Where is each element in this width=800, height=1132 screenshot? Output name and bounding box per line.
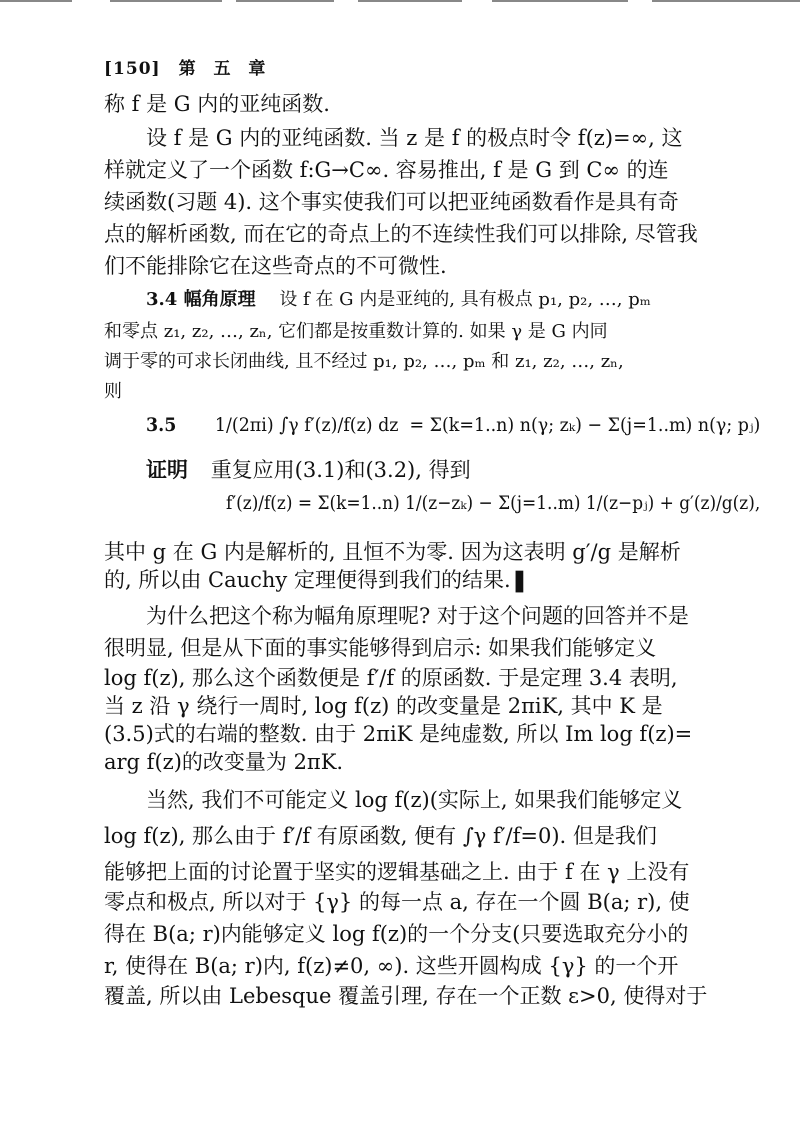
theorem-label: 3.4 幅角原理 — [146, 289, 256, 310]
theorem-line: 和零点 z₁, z₂, …, zₙ, 它们都是按重数计算的. 如果 γ 是 G 内同 — [104, 321, 608, 342]
proof-label: 证明 — [146, 457, 188, 482]
scan-edge-line — [236, 0, 334, 2]
scan-edge-line — [492, 0, 628, 2]
proof-formula: f′(z)/f(z) = Σ(k=1..n) 1/(z−zₖ) − Σ(j=1..m) 1/(z−pⱼ) + g′(z)/g(z), — [226, 492, 761, 514]
text-line: 当然, 我们不可能定义 log f(z)(实际上, 如果我们能够定义 — [146, 788, 683, 812]
text-line: log f(z), 那么这个函数便是 f′/f 的原函数. 于是定理 3.4 表明, — [104, 666, 678, 690]
scan-edge-line — [358, 0, 462, 2]
text-line: 得在 B(a; r)内能够定义 log f(z)的一个分支(只要选取充分小的 — [104, 922, 689, 946]
text-line: arg f(z)的改变量为 2πK. — [104, 750, 344, 774]
proof-end-text: 的, 所以由 Cauchy 定理便得到我们的结果. — [104, 568, 511, 592]
text-line: 们不能排除它在这些奇点的不可微性. — [104, 254, 447, 278]
text-line: log f(z), 那么由于 f′/f 有原函数, 便有 ∫γ f′/f=0). 但是我们 — [104, 824, 657, 848]
text-line: 称 f 是 G 内的亚纯函数. — [104, 92, 330, 116]
text-line: 当 z 沿 γ 绕行一周时, log f(z) 的改变量是 2πiK, 其中 K 是 — [104, 694, 663, 718]
text-line: 点的解析函数, 而在它的奇点上的不连续性我们可以排除, 尽管我 — [104, 222, 698, 246]
scan-edge-line — [110, 0, 222, 2]
text-line: 很明显, 但是从下面的事实能够得到启示: 如果我们能够定义 — [104, 636, 657, 660]
text-line: 零点和极点, 所以对于 {γ} 的每一点 a, 存在一个圆 B(a; r), 使 — [104, 890, 690, 914]
page-number: [150] — [104, 59, 161, 79]
text-line — [104, 566, 528, 594]
theorem-text: 设 f 在 G 内是亚纯的, 具有极点 p₁, p₂, …, pₘ — [279, 289, 651, 310]
page-header — [104, 54, 271, 79]
text-line: 续函数(习题 4). 这个事实使我们可以把亚纯函数看作是具有奇 — [104, 190, 679, 214]
text-line: r, 使得在 B(a; r)内, f(z)≠0, ∞). 这些开圆构成 {γ} 的一个开 — [104, 954, 679, 978]
equation-lhs: 1/(2πi) ∫γ f′(z)/f(z) dz — [214, 414, 399, 436]
text-line: 覆盖, 所以由 Lebesque 覆盖引理, 存在一个正数 ε>0, 使得对于 — [104, 984, 708, 1008]
chapter-title: 第 五 章 — [178, 59, 272, 79]
proof-text: 重复应用(3.1)和(3.2), 得到 — [210, 458, 471, 482]
scan-edge-line — [652, 0, 800, 2]
proof-line — [146, 456, 471, 484]
theorem-line: 则 — [104, 381, 122, 402]
equation-label: 3.5 — [146, 414, 177, 436]
text-line: 为什么把这个称为幅角原理呢? 对于这个问题的回答并不是 — [146, 604, 689, 628]
text-line: 能够把上面的讨论置于坚实的逻辑基础之上. 由于 f 在 γ 上没有 — [104, 860, 690, 884]
text-line: 其中 g 在 G 内是解析的, 且恒不为零. 因为这表明 g′/g 是解析 — [104, 540, 681, 564]
text-line: 设 f 是 G 内的亚纯函数. 当 z 是 f 的极点时令 f(z)=∞, 这 — [146, 126, 683, 150]
equation-rhs: = Σ(k=1..n) n(γ; zₖ) − Σ(j=1..m) n(γ; pⱼ) — [409, 414, 761, 436]
text-line: 样就定义了一个函数 f:G→C∞. 容易推出, f 是 G 到 C∞ 的连 — [104, 158, 669, 182]
text-line: (3.5)式的右端的整数. 由于 2πiK 是纯虚数, 所以 Im log f(z)= — [104, 722, 693, 746]
qed-mark: ❚ — [510, 567, 529, 592]
scan-edge-line — [0, 0, 72, 2]
theorem-line: 调于零的可求长闭曲线, 且不经过 p₁, p₂, …, pₘ 和 z₁, z₂, …, zₙ, — [104, 351, 624, 372]
theorem-line — [146, 286, 651, 314]
equation-3-5 — [146, 414, 760, 436]
